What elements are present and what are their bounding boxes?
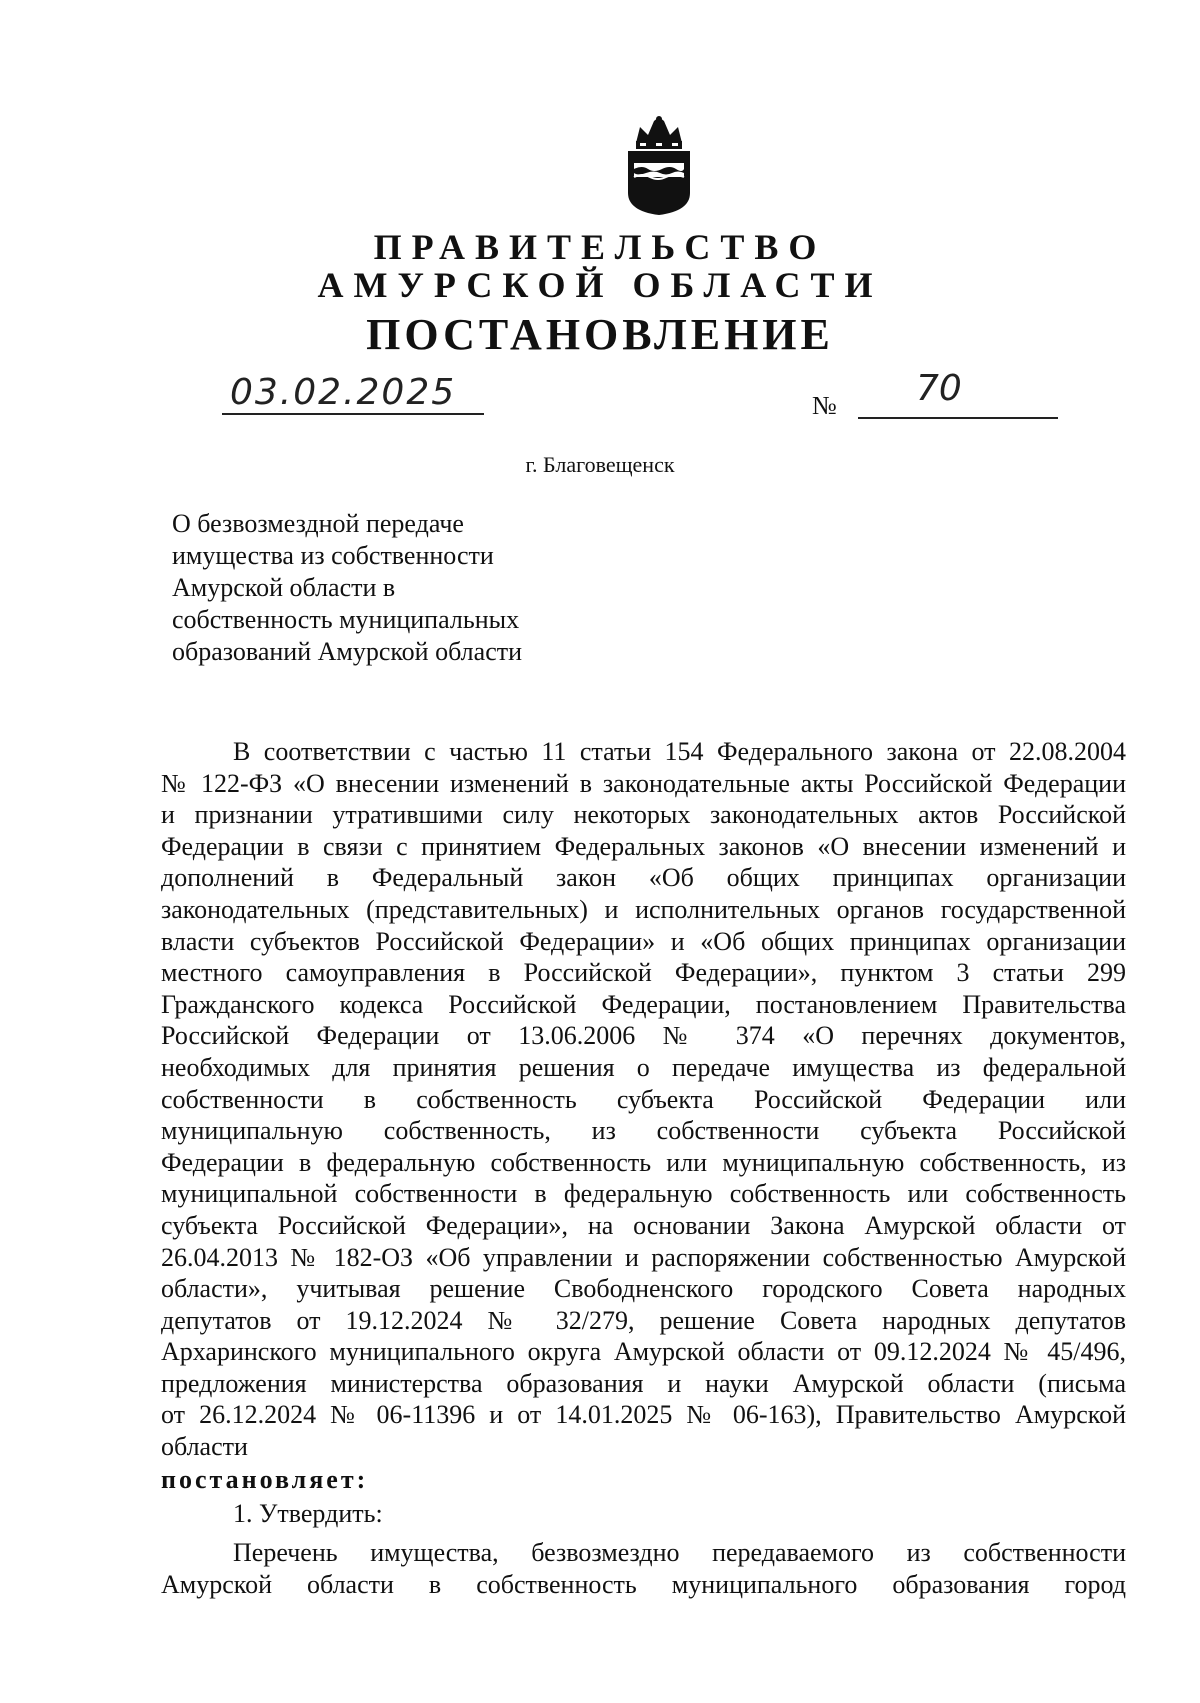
subject-line: образований Амурской области	[172, 637, 523, 666]
subject-line: Амурской области в	[172, 573, 396, 602]
body-line: собственности в собственность субъекта Российской Федерации или	[161, 1084, 1126, 1114]
subject-line: собственность муниципальных	[172, 605, 520, 634]
body-line: В соответствии с частью 11 статьи 154 Федерального закона от 22.08.2004	[233, 737, 1126, 766]
organization-name-line1: ПРАВИТЕЛЬСТВО	[373, 227, 827, 267]
body-line: Перечень имущества, безвозмездно передаваемого из собственности	[233, 1538, 1126, 1567]
subject-line: имущества из собственности	[172, 541, 494, 570]
body-line: Федерации в федеральную собственность или муниципальную собственность, из	[161, 1147, 1126, 1177]
body-line: Российской Федерации от 13.06.2006 № 374 «О перечнях документов,	[161, 1021, 1126, 1051]
body-line: субъекта Российской Федерации», на основании Закона Амурской области от	[161, 1210, 1126, 1240]
body-line: Гражданского кодекса Российской Федерации, постановлением Правительства	[161, 989, 1126, 1019]
body-line: Федерации в связи с принятием Федеральных законов «О внесении изменений и	[161, 831, 1126, 861]
body-line: муниципальную собственность, из собственности субъекта Российской	[161, 1116, 1126, 1146]
body-line: от 26.12.2024 № 06-11396 и от 14.01.2025 № 06-163), Правительство Амурской	[161, 1400, 1126, 1430]
resolution-keyword: постановляет:	[161, 1465, 369, 1494]
item-1-text	[161, 1537, 1126, 1600]
body-line: власти субъектов Российской Федерации» и «Об общих принципах организации	[161, 926, 1126, 956]
number-underline	[858, 417, 1058, 419]
body-line: № 122-ФЗ «О внесении изменений в законодательные акты Российской Федерации	[161, 768, 1126, 798]
body-line: необходимых для принятия решения о передаче имущества из федеральной	[161, 1052, 1126, 1082]
body-line: муниципальной собственности в федеральную собственность или собственность	[161, 1179, 1126, 1209]
number-sign: №	[812, 391, 837, 420]
coat-of-arms-icon	[622, 113, 696, 217]
body-line: местного самоуправления в Российской Федерации», пунктом 3 статьи 299	[161, 958, 1126, 988]
body-line: законодательных (представительных) и исполнительных органов государственной	[161, 894, 1126, 924]
date-underline	[222, 413, 484, 415]
preamble-paragraph	[161, 736, 1126, 1463]
document-number: 70	[916, 368, 962, 409]
body-line: Архаринского муниципального округа Амурской области от 09.12.2024 № 45/496,	[161, 1337, 1126, 1367]
subject-line: О безвозмездной передаче	[172, 509, 464, 538]
document-type-title: ПОСТАНОВЛЕНИЕ	[366, 310, 834, 359]
document-subject	[172, 508, 592, 668]
body-line: области	[161, 1432, 248, 1462]
issuing-city: г. Благовещенск	[525, 452, 675, 477]
body-line: дополнений в Федеральный закон «Об общих принципах организации	[161, 863, 1126, 893]
body-line: депутатов от 19.12.2024 № 32/279, решение Совета народных депутатов	[161, 1305, 1126, 1335]
item-1-heading: 1. Утвердить:	[233, 1499, 383, 1528]
document-date: 03.02.2025	[230, 372, 457, 413]
body-line: Амурской области в собственность муниципального образования город	[161, 1569, 1126, 1599]
organization-name-line2: АМУРСКОЙ ОБЛАСТИ	[317, 265, 883, 305]
body-line: предложения министерства образования и науки Амурской области (письма	[161, 1368, 1126, 1398]
body-line: 26.04.2013 № 182-ОЗ «Об управлении и распоряжении собственностью Амурской	[161, 1242, 1126, 1272]
body-line: и признании утратившими силу некоторых законодательных актов Российской	[161, 800, 1126, 830]
body-line: области», учитывая решение Свободненского городского Совета народных	[161, 1274, 1126, 1304]
